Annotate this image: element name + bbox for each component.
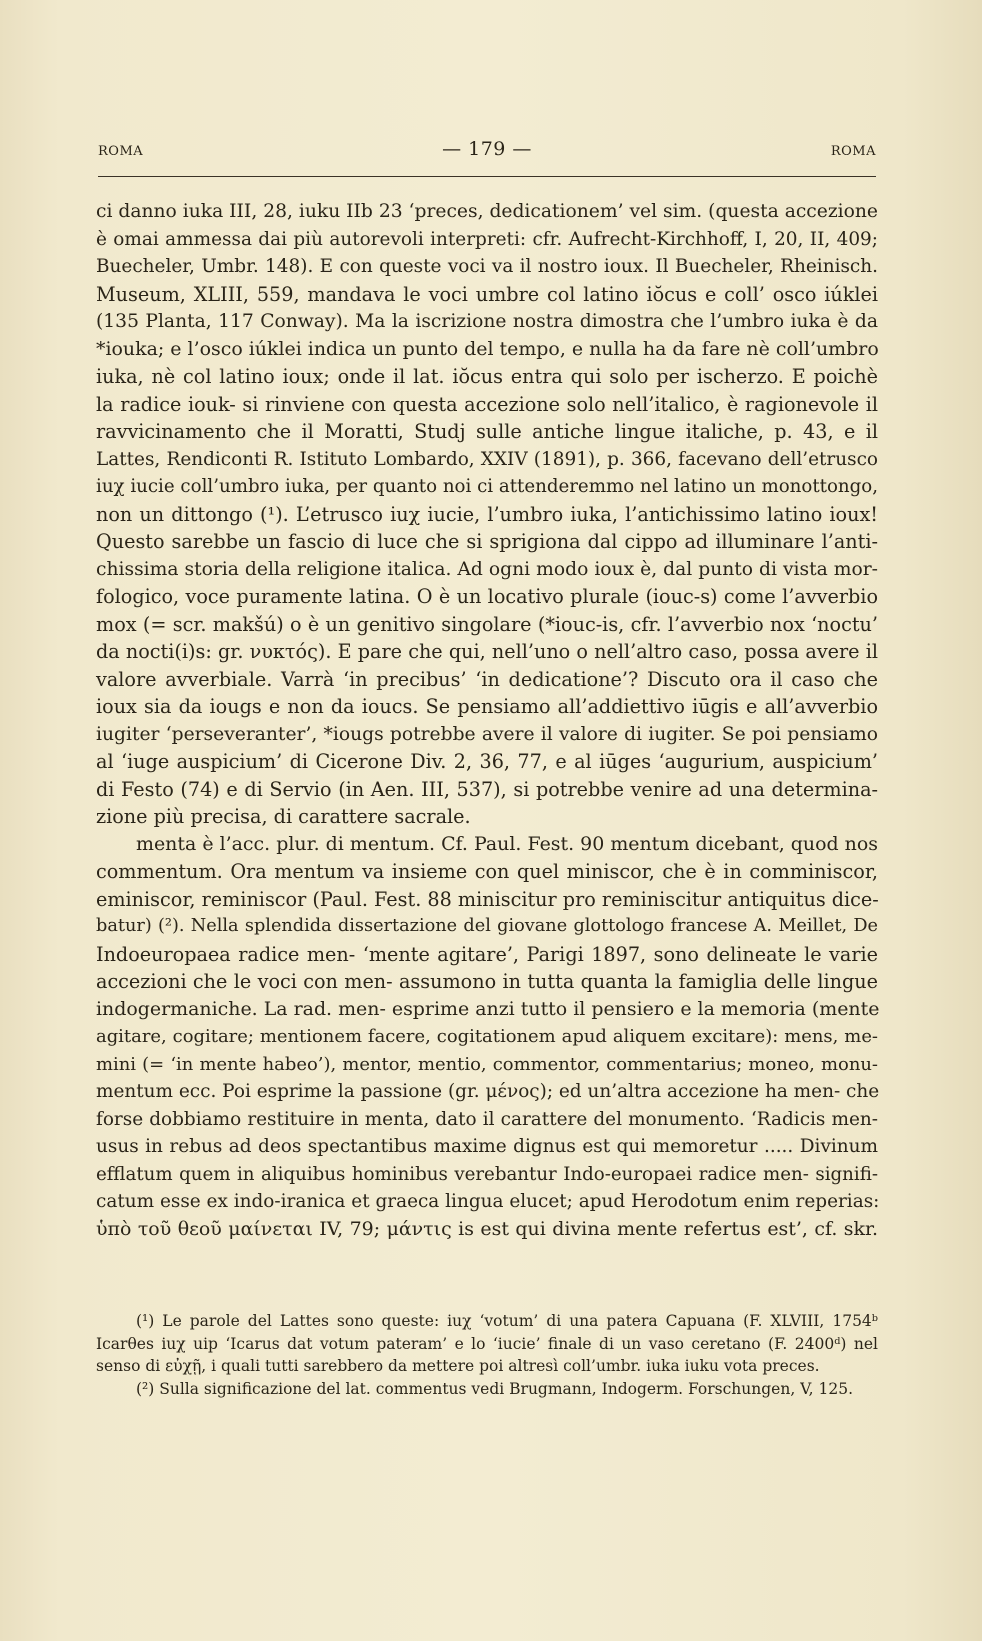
text-line: non un dittongo (¹). L’etrusco iuχ iucie, l’umbro iuka, l’antichissimo latino ioux! (96, 502, 878, 526)
header-rule (98, 176, 876, 177)
text-line: chissima storia della religione italica. Ad ogni modo ioux è, dal punto di vista mor- (96, 558, 878, 580)
text-line: indogermaniche. La rad. men- esprime anzi tutto il pensiero e la memoria (mente (96, 997, 880, 1020)
text-line: è omai ammessa dai più autorevoli interpreti: cfr. Aufrecht-Kirchhoff, I, 20, II, 409; (96, 228, 878, 250)
main-text (96, 198, 878, 1243)
text-line: al ‘iuge auspicium’ di Cicerone Div. 2, 36, 77, e al iūges ‘augurium, auspicium’ (96, 750, 878, 773)
text-line: efflatum quem in aliquibus hominibus verebantur Indo-europaei radice men- signifi- (96, 1163, 878, 1185)
text-line: Indoeuropaea radice men- ‘mente agitare’, Parigi 1897, sono delineate le varie (96, 942, 878, 966)
text-line: iugiter ‘perseveranter’, *iougs potrebbe avere il valore di iugiter. Se poi pensiamo (96, 723, 878, 745)
text-line: ci danno iuka III, 28, iuku IIb 23 ‘preces, dedicationem’ vel sim. (questa accezione (96, 201, 878, 222)
text-line: ravvicinamento che il Moratti, Studj sulle antiche lingue italiche, p. 43, e il (96, 420, 878, 443)
text-line: zione più precisa, di carattere sacrale. (96, 805, 471, 828)
text-line: *iouka; e l’osco iúklei indica un punto del tempo, e nulla ha da fare nè coll’umbro (96, 337, 879, 360)
text-line: forse dobbiamo restituire in menta, dato il carattere del monumento. ‘Radicis men- (96, 1108, 878, 1130)
footnote-line: (²) Sulla significazione del lat. commentus vedi Brugmann, Indogerm. Forschungen, V, 125. (136, 1379, 854, 1398)
text-line: mentum ecc. Poi esprime la passione (gr. μένος); ed un’altra accezione ha men- che (96, 1081, 880, 1102)
text-line: catum esse ex indo-iranica et graeca lingua elucet; apud Herodotum enim reperias: (96, 1191, 880, 1212)
header-right: ROMA (830, 144, 876, 159)
text-line: menta è l’acc. plur. di mentum. Cf. Paul. Fest. 90 mentum dicebant, quod nos (136, 832, 878, 855)
footnote-line: (¹) Le parole del Lattes sono queste: iuχ ‘votum’ di una patera Capuana (F. XLVIII, 1754ᵇ (136, 1312, 878, 1330)
text-line: batur) (²). Nella splendida dissertazione del giovane glottologo francese A. Meillet, De (96, 916, 878, 936)
text-line: valore avverbiale. Varrà ‘in precibus’ ‘in dedicatione’? Discuto ora il caso che (96, 667, 878, 691)
text-line: ὑπὸ τοῦ θεοῦ μαίνεται IV, 79; μάντις is est qui divina mente refertus est’, cf. skr. (96, 1217, 878, 1240)
text-line: accezioni che le voci con men- assumono in tutta quanta la famiglia delle lingue (96, 970, 878, 993)
text-line: usus in rebus ad deos spectantibus maxime dignus est qui memoretur ..... Divinum (96, 1136, 878, 1157)
text-line: iuχ iucie coll’umbro iuka, per quanto noi ci attenderemmo nel latino un monottongo, (96, 476, 878, 497)
text-line: di Festo (74) e di Servio (in Aen. III, 537), si potrebbe venire ad una determina- (96, 777, 878, 801)
running-header (98, 138, 876, 162)
text-line: agitare, cogitare; mentionem facere, cogitationem apud aliquem excitare): mens, me- (96, 1026, 878, 1047)
text-line: (135 Planta, 117 Conway). Ma la iscrizione nostra dimostra che l’umbro iuka è da (96, 311, 878, 332)
text-line: mini (= ‘in mente habeo’), mentor, mentio, commentor, commentarius; moneo, monu- (96, 1053, 878, 1075)
text-line: Lattes, Rendiconti R. Istituto Lombardo, XXIV (1891), p. 366, facevano dell’etrusco (96, 448, 878, 470)
text-line: ioux sia da iougs e non da ioucs. Se pensiamo all’addiettivo iūgis e all’avverbio (96, 695, 878, 718)
text-line: mox (= scr. makšú) o è un genitivo singolare (*iouc-is, cfr. l’avverbio nox ‘noctu’ (96, 612, 878, 636)
text-line: commentum. Ora mentum va insieme con quel miniscor, che è in comminiscor, (96, 860, 878, 883)
text-line: fologico, voce puramente latina. O è un locativo plurale (iouc-s) come l’avverbio (96, 585, 878, 608)
footnote-line: Icarθes iuχ uip ‘Icarus dat votum pateram’ e lo ‘iucie’ finale di un vaso ceretano (F. 2400ᵈ) nel (96, 1334, 878, 1353)
text-line: Museum, XLIII, 559, mandava le voci umbre col latino iŏcus e coll’ osco iúklei (96, 282, 878, 306)
header-left: ROMA (98, 144, 144, 159)
text-line: Buecheler, Umbr. 148). E con queste voci va il nostro ioux. Il Buecheler, Rheinisch. (96, 256, 878, 277)
text-line: da nocti(i)s: gr. νυκτός). E pare che qui, nell’uno o nell’altro caso, possa avere il (96, 640, 878, 663)
text-line: Questo sarebbe un fascio di luce che si sprigiona dal cippo ad illuminare l’anti- (96, 530, 878, 553)
text-line: eminiscor, reminiscor (Paul. Fest. 88 miniscitur pro reminiscitur antiquitus dice- (96, 887, 879, 911)
text-line: la radice iouk- si rinviene con questa accezione solo nell’italico, è ragionevole il (96, 392, 878, 416)
page-number: — 179 — (442, 138, 532, 160)
footnotes (96, 1310, 878, 1400)
footnote-line: senso di εὐχῇ, i quali tutti sarebbero da mettere poi altresì coll’umbr. iuka iuku vota preces. (96, 1357, 820, 1375)
text-line: iuka, nè col latino ioux; onde il lat. iŏcus entra qui solo per ischerzo. E poichè (96, 365, 878, 388)
